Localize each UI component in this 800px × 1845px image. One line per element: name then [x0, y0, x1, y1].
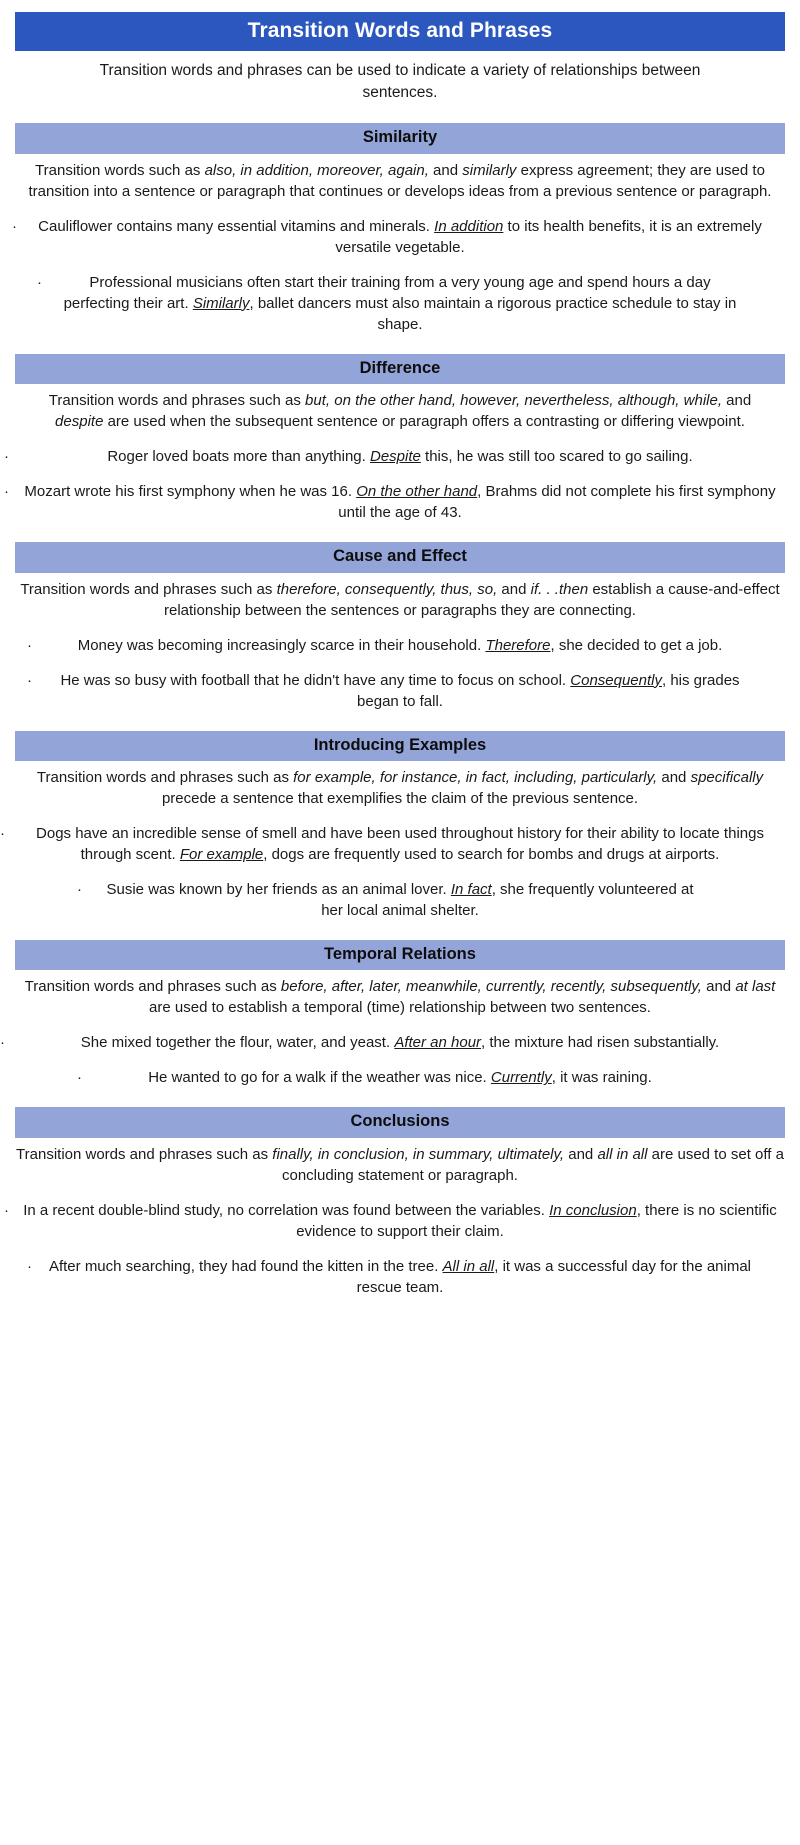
example-list-cause-and-effect [0, 635, 800, 712]
example-text: Cauliflower contains many essential vitamins and minerals. [38, 217, 435, 235]
description-text: and [497, 580, 531, 598]
example-sentence [12, 823, 788, 865]
example-sentence [45, 1256, 755, 1298]
section-description-temporal-relations [12, 976, 788, 1018]
section-heading-introducing-examples: Introducing Examples [15, 731, 785, 761]
transition-phrase: Currently [490, 1069, 552, 1087]
bullet-icon: · [27, 636, 32, 654]
bullet-icon: · [77, 881, 82, 899]
example-text: , there is no scientific evidence to support their claim. [296, 1201, 777, 1240]
example-text: He was so busy with football that he didn't have any time to focus on school. [60, 671, 571, 689]
transition-word-italic: similarly [462, 161, 517, 179]
example-text: , Brahms did not complete his first symphony until the age of 43. [338, 483, 776, 522]
example-sentence [95, 879, 705, 921]
intro-paragraph: Transition words and phrases can be used to indicate a variety of relationships between sentences. [99, 62, 701, 102]
section-cause-and-effect [0, 542, 800, 711]
example-sentence [18, 1200, 782, 1242]
example-text: to its health benefits, it is an extremely versatile vegetable. [335, 217, 762, 256]
transition-phrase: In addition [434, 217, 504, 235]
example-text: Susie was known by her friends as an animal lover. [106, 881, 451, 899]
transition-word-italic: all in all [597, 1145, 648, 1163]
section-description-similarity [22, 160, 778, 202]
transition-word-italic: despite [55, 413, 104, 431]
list-item [27, 670, 755, 712]
transition-word-italic: if. . .then [530, 580, 589, 598]
example-text: In a recent double-blind study, no correlation was found between the variables. [23, 1201, 550, 1219]
example-text: , it was a successful day for the animal rescue team. [356, 1257, 752, 1296]
example-list-temporal-relations [0, 1032, 800, 1088]
section-similarity [0, 123, 800, 334]
transition-word-italic: also, in addition, moreover, again, [204, 161, 429, 179]
example-sentence [45, 635, 755, 656]
section-description-difference [30, 390, 770, 432]
description-text: are used when the subsequent sentence or paragraph offers a contrasting or differing viewpoint. [103, 413, 745, 431]
example-sentence [18, 446, 782, 467]
example-sentence [30, 216, 770, 258]
description-text: precede a sentence that exemplifies the claim of the previous sentence. [161, 790, 639, 808]
list-item [4, 481, 782, 523]
description-text: Transition words and phrases such as [36, 769, 294, 787]
transition-words-handout [0, 12, 800, 1316]
transition-phrase: In conclusion [549, 1201, 637, 1219]
example-text: After much searching, they had found the kitten in the tree. [48, 1257, 443, 1275]
transition-word-italic: specifically [690, 769, 764, 787]
bullet-icon: · [4, 483, 9, 501]
bullet-icon: · [0, 1034, 5, 1052]
bullet-icon: · [27, 1257, 32, 1275]
transition-word-italic: before, after, later, meanwhile, currently, recently, subsequently, [280, 978, 702, 996]
example-text: Money was becoming increasingly scarce in their household. [77, 636, 486, 654]
list-item [37, 272, 745, 335]
bullet-icon: · [77, 1069, 82, 1087]
transition-word-italic: therefore, consequently, thus, so, [276, 580, 498, 598]
description-text: and [701, 978, 736, 996]
description-text: are used to establish a temporal (time) relationship between two sentences. [149, 999, 651, 1017]
bullet-icon: · [12, 217, 17, 235]
section-introducing-examples [0, 731, 800, 921]
section-heading-temporal-relations: Temporal Relations [15, 940, 785, 970]
example-text: Mozart wrote his first symphony when he was 16. [24, 483, 357, 501]
section-difference [0, 354, 800, 523]
example-sentence [95, 1067, 705, 1088]
transition-word-italic: at last [735, 978, 776, 996]
list-item [0, 1032, 788, 1053]
example-text: She mixed together the flour, water, and yeast. [80, 1034, 395, 1052]
list-item [4, 1200, 782, 1242]
description-text: and [564, 1145, 598, 1163]
example-text: Professional musicians often start their training from a very young age and spend hours a day perfecting their art. [63, 273, 711, 312]
example-sentence [12, 1032, 788, 1053]
list-item [12, 216, 770, 258]
example-sentence [45, 670, 755, 712]
description-text: establish a cause-and-effect relationship between the sentences or paragraphs they are connecting. [164, 580, 780, 619]
example-list-difference [0, 446, 800, 523]
bullet-icon: · [27, 671, 32, 689]
sections-container [0, 123, 800, 1298]
transition-phrase: After an hour [394, 1034, 482, 1052]
example-text: , ballet dancers must also maintain a rigorous practice schedule to stay in shape. [249, 294, 737, 333]
bullet-icon: · [4, 448, 9, 466]
transition-phrase: Despite [370, 448, 421, 466]
section-heading-difference: Difference [15, 354, 785, 384]
example-sentence [18, 481, 782, 523]
transition-word-italic: finally, in conclusion, in summary, ultimately, [272, 1145, 565, 1163]
section-heading-similarity: Similarity [15, 123, 785, 153]
transition-phrase: For example [179, 846, 264, 864]
transition-word-italic: for example, for instance, in fact, including, particularly, [293, 769, 658, 787]
example-list-conclusions [0, 1200, 800, 1298]
description-text: Transition words and phrases such as [24, 978, 281, 996]
bullet-icon: · [4, 1201, 9, 1219]
transition-phrase: On the other hand [356, 483, 478, 501]
list-item [77, 879, 705, 921]
list-item [4, 446, 782, 467]
section-heading-conclusions: Conclusions [15, 1107, 785, 1137]
description-text: Transition words such as [35, 161, 205, 179]
page-title: Transition Words and Phrases [15, 12, 785, 51]
transition-phrase: In fact [450, 881, 492, 899]
bullet-icon: · [0, 825, 5, 843]
description-text: express agreement; they are used to transition into a sentence or paragraph that continues or develops ideas from a previous sentence or paragraph. [28, 161, 772, 200]
list-item [27, 635, 755, 656]
list-item [77, 1067, 705, 1088]
example-text: , the mixture had risen substantially. [481, 1034, 720, 1052]
description-text: are used to set off a concluding statement or paragraph. [282, 1145, 784, 1184]
example-text: , she frequently volunteered at her local animal shelter. [321, 881, 694, 920]
section-temporal-relations [0, 940, 800, 1088]
transition-phrase: Consequently [570, 671, 662, 689]
section-description-introducing-examples [30, 767, 770, 809]
example-sentence [55, 272, 745, 335]
description-text: and [657, 769, 691, 787]
example-text: , she decided to get a job. [550, 636, 723, 654]
example-text: , it was raining. [551, 1069, 652, 1087]
example-text: He wanted to go for a walk if the weather was nice. [148, 1069, 491, 1087]
example-text: this, he was still too scared to go sailing. [420, 448, 693, 466]
section-description-cause-and-effect [16, 579, 784, 621]
transition-word-italic: but, on the other hand, however, nevertheless, although, while, [305, 392, 722, 410]
list-item [0, 823, 788, 865]
description-text: Transition words and phrases such as [16, 1145, 273, 1163]
description-text: and [428, 161, 463, 179]
transition-phrase: Therefore [485, 636, 551, 654]
transition-phrase: All in all [442, 1257, 495, 1275]
example-list-similarity [0, 216, 800, 335]
section-heading-cause-and-effect: Cause and Effect [15, 542, 785, 572]
list-item [27, 1256, 755, 1298]
description-text: Transition words and phrases such as [48, 392, 306, 410]
example-text: , dogs are frequently used to search for bombs and drugs at airports. [263, 846, 720, 864]
section-conclusions [0, 1107, 800, 1297]
bullet-icon: · [37, 273, 42, 291]
example-text: Dogs have an incredible sense of smell and have been used throughout history for their ability to locate things through scent. [36, 825, 764, 864]
example-text: , his grades began to fall. [357, 671, 740, 710]
description-text: Transition words and phrases such as [20, 580, 277, 598]
transition-phrase: Similarly [192, 294, 250, 312]
section-description-conclusions [12, 1144, 788, 1186]
example-list-introducing-examples [0, 823, 800, 921]
description-text: and [722, 392, 752, 410]
example-text: Roger loved boats more than anything. [107, 448, 370, 466]
